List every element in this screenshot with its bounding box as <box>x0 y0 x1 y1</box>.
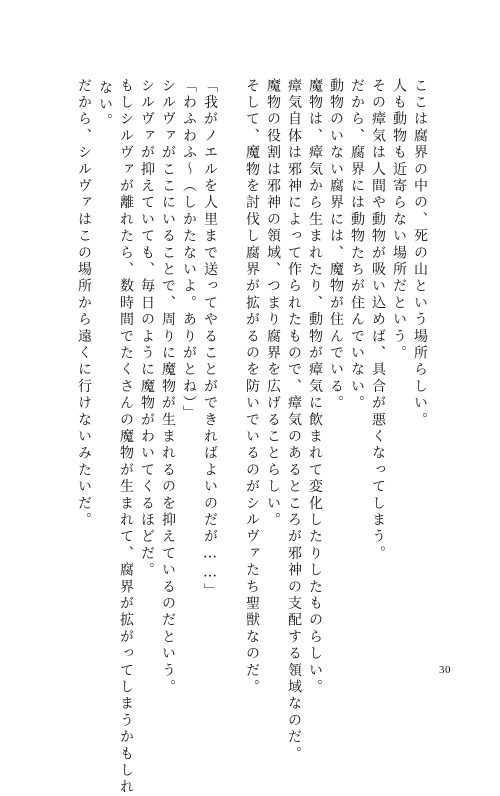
line-13: シルヴァが抑えていても、毎日のように魔物がわいてくるほどだ。 <box>139 78 155 579</box>
line-5: 動物のいない腐界には、魔物が住んでいる。 <box>328 78 344 412</box>
line-1: ここは腐界の中の、死の山という場所らしい。 <box>412 78 428 429</box>
line-3: その瘴気は人間や動物が吸い込めば、具合が悪くなってしまう。 <box>370 78 386 563</box>
line-15: ない。 <box>97 80 113 131</box>
line-6: 魔物は、瘴気から生まれたり、動物が瘴気に飲まれて変化したりしたものらしい。 <box>307 78 323 696</box>
line-11: 「わふわふ～（しかたないよ。ありがとね）」 <box>181 78 197 422</box>
line-4: だから、腐界には動物たちが住んでいない。 <box>349 78 365 412</box>
line-10: 「我がノエルを人里まで送ってやることができればよいのだが……」 <box>202 78 218 600</box>
line-12: シルヴァがここにいることで、周りに魔物が生まれるのを抑えているのだという。 <box>160 78 176 696</box>
page-number: 30 <box>439 664 451 676</box>
line-2: 人も動物も近寄らない場所だという。 <box>391 78 407 362</box>
line-7: 瘴気自体は邪神によって作られたもので、瘴気のあるところが邪神の支配する領域なのだ。 <box>286 78 302 763</box>
line-14: もしシルヴァが離れたら、数時間でたくさんの魔物が生まれて、腐界が拡がってしまうかもしれ <box>118 78 134 796</box>
line-16: だから、シルヴァはこの場所から遠くに行けないみたいだ。 <box>76 78 92 529</box>
line-9: そして、魔物を討伐し腐界が拡がるのを防いでいるのがシルヴァたち聖獣なのだ。 <box>244 78 260 696</box>
line-8: 魔物の役割は邪神の領域、つまり腐界を広げることらしい。 <box>265 78 281 529</box>
